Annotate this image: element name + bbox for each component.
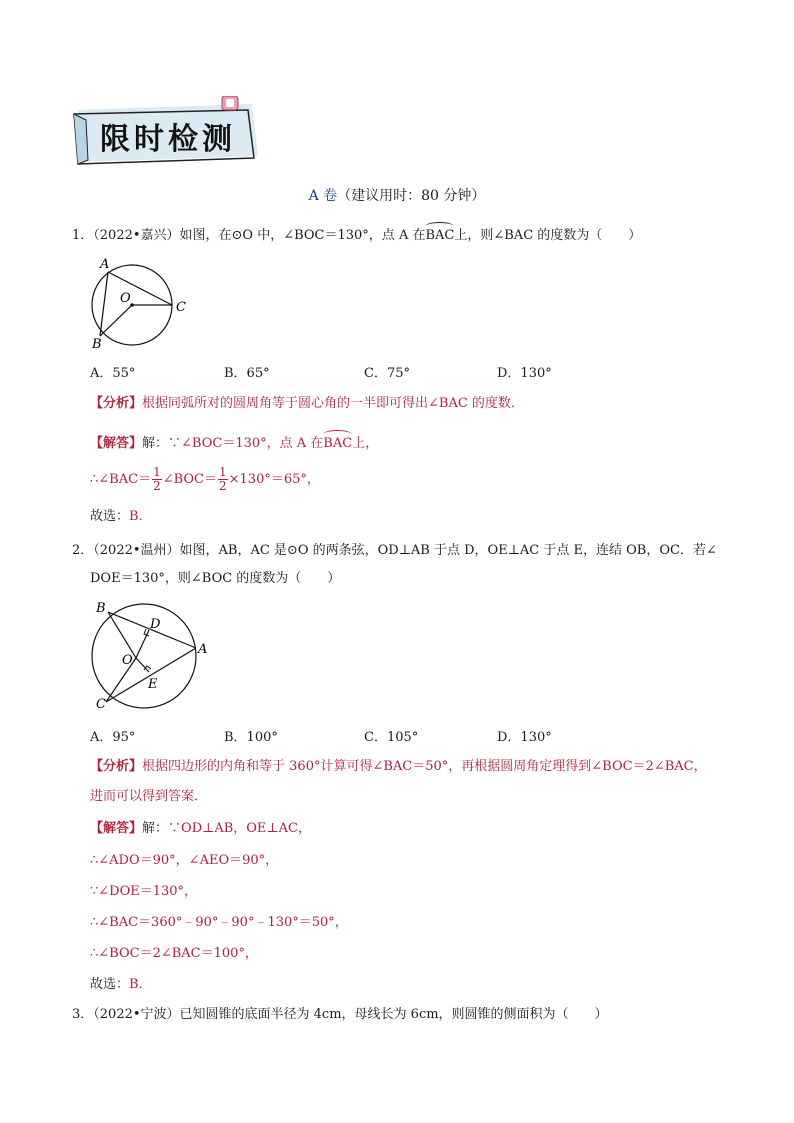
- q2-answer-step5: ∴∠BOC＝2∠BAC＝100°，: [90, 946, 258, 961]
- q1-answer-line2: [90, 466, 320, 493]
- q2-option-b: B．100°: [224, 730, 278, 745]
- q2-answer-step1: ∵OD⊥AB，OE⊥AC，: [168, 821, 311, 836]
- q2-label-b: B: [96, 601, 106, 616]
- q2-choice-label: 故选：: [90, 977, 130, 992]
- q1-frac-1-den: 2: [153, 479, 161, 493]
- q2-analysis-tag: 【分析】: [90, 759, 143, 774]
- q1-analysis: [90, 395, 524, 413]
- q2-option-d: D．130°: [497, 730, 552, 745]
- q1-option-c: C．75°: [364, 366, 410, 381]
- q1-label-o: O: [120, 291, 131, 306]
- section-title: [0, 185, 794, 205]
- q1-option-a: A．55°: [90, 366, 136, 381]
- q1-answer-line1-post: 上，: [352, 436, 379, 451]
- q2-label-e: E: [148, 677, 158, 692]
- q1-stem-pre: 1．（2022•嘉兴）如图，在⊙O 中，∠BOC＝130°，点 A 在: [72, 228, 426, 243]
- q1-analysis-tag: 【分析】: [90, 396, 143, 411]
- q2-option-a: A．95°: [90, 730, 136, 745]
- q1-answer-line2-b: ∠BOC＝: [162, 472, 217, 487]
- q1-label-b: B: [92, 337, 102, 352]
- q2-label-c: C: [96, 697, 106, 712]
- q2-figure: [86, 598, 216, 714]
- q2-label-d: D: [150, 617, 161, 632]
- q1-answer-tag: 【解答】: [90, 436, 143, 451]
- section-title-rest: （建议用时：80 分钟）: [337, 188, 486, 204]
- banner-title: 限时检测: [100, 122, 236, 157]
- q1-frac-1-num: 1: [153, 465, 161, 479]
- q2-answer-tag: 【解答】: [90, 821, 143, 836]
- q1-label-c: C: [176, 300, 186, 315]
- q1-answer-intro: 解：: [142, 436, 169, 451]
- q1-label-a: A: [100, 257, 110, 272]
- q1-choice: [90, 508, 152, 526]
- q1-arc: BAC: [425, 224, 454, 245]
- q1-answer-line2-a: ∴∠BAC＝: [90, 472, 152, 487]
- q2-answer-step3: ∵∠DOE＝130°，: [90, 884, 198, 899]
- section-title-a: A 卷: [308, 188, 338, 204]
- q1-figure: [86, 256, 196, 352]
- q1-frac-1: [152, 466, 162, 493]
- q2-analysis-line1: [90, 758, 707, 776]
- q2-answer-intro: 解：: [142, 821, 169, 836]
- q2-stem-line2: DOE＝130°，则∠BOC 的度数为（ ）: [90, 571, 341, 586]
- q1-answer-line1: [90, 432, 378, 453]
- q2-answer-line1: [90, 820, 311, 838]
- q1-option-b: B．65°: [224, 366, 270, 381]
- q2-stem-line1: 2．（2022•温州）如图，AB，AC 是⊙O 的两条弦，OD⊥AB 于点 D，OE⊥AC 于点 E，连结 OB，OC．若∠: [72, 543, 717, 558]
- q1-stem: [72, 224, 641, 245]
- q1-frac-2-den: 2: [219, 479, 227, 493]
- q2-analysis-text1: 根据四边形的内角和等于 360°计算可得∠BAC＝50°，再根据圆周角定理得到∠BOC＝2∠BAC，: [142, 759, 707, 774]
- q1-choice-label: 故选：: [90, 509, 130, 524]
- q2-answer-step4: ∴∠BAC＝360°﹣90°﹣90°﹣130°＝50°，: [90, 915, 348, 930]
- q1-analysis-text: 根据同弧所对的圆周角等于圆心角的一半即可得出∠BAC 的度数．: [142, 396, 524, 411]
- q2-option-c: C．105°: [364, 730, 419, 745]
- q1-frac-2-num: 1: [219, 465, 227, 479]
- section-banner: [72, 96, 264, 166]
- q1-choice-value: B．: [129, 509, 152, 524]
- q2-answer-step2: ∴∠ADO＝90°，∠AEO＝90°，: [90, 853, 279, 868]
- q1-answer-arc: BAC: [323, 432, 352, 453]
- q1-answer-line1-pre: ∵∠BOC＝130°，点 A 在: [168, 436, 324, 451]
- q1-frac-2: [218, 466, 228, 493]
- q1-option-d: D．130°: [497, 366, 552, 381]
- q2-choice: [90, 976, 152, 994]
- q2-label-a: A: [198, 642, 208, 657]
- q1-answer-line2-c: ×130°＝65°，: [228, 472, 320, 487]
- q2-label-o: O: [122, 653, 133, 668]
- q2-analysis-line2: 进而可以得到答案．: [90, 789, 208, 804]
- q1-stem-post: 上，则∠BAC 的度数为（ ）: [454, 228, 642, 243]
- q3-stem: 3．（2022•宁波）已知圆锥的底面半径为 4cm，母线长为 6cm，则圆锥的侧面积为（ ）: [72, 1007, 608, 1022]
- q2-choice-value: B．: [129, 977, 152, 992]
